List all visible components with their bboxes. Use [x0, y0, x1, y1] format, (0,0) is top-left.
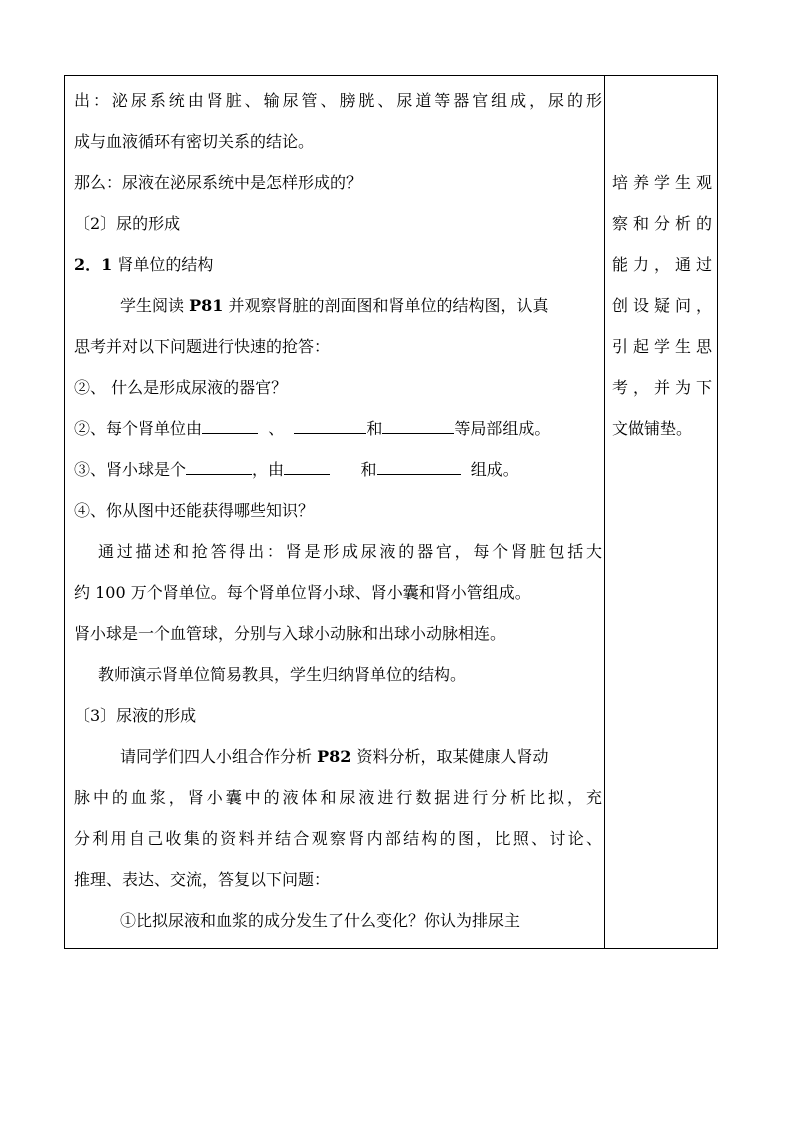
section-heading-2: 〔2〕尿的形成 [74, 214, 181, 233]
question-4: ④、你从图中还能获得哪些知识？ [74, 501, 315, 520]
question-3-text: ③、肾小球是个 [74, 460, 187, 479]
reading-task-line [74, 285, 602, 326]
question-3-and: 和 [360, 460, 377, 479]
group-task-line-2: 脉中的血浆，肾小囊中的液体和尿液进行数据进行分析比拟，充 [74, 788, 602, 807]
intent-line: 文做铺垫。 [612, 419, 693, 438]
question-2-sep: 、 [268, 419, 285, 438]
intent-line: 能力，通过 [612, 255, 712, 274]
blank-field [377, 460, 461, 475]
blank-field [382, 419, 454, 434]
intent-line: 创设疑问， [612, 296, 712, 315]
conclusion-line-2: 成与血液循环有密切关系的结论。 [74, 132, 315, 151]
teaching-process-cell [74, 80, 602, 941]
question-3-end: 组成。 [470, 460, 519, 479]
page-ref: P81 [189, 296, 224, 315]
intent-line: 察和分析的 [612, 214, 712, 233]
question-3-by: ，由 [252, 460, 285, 479]
group-task-line-3: 分利用自己收集的资料并结合观察肾内部结构的图，比照、讨论、 [74, 829, 602, 848]
blank-field [202, 419, 258, 434]
conclusion-line-1: 出：泌尿系统由肾脏、输尿管、膀胱、尿道等器官组成，尿的形 [74, 91, 602, 110]
question-1: ②、 什么是形成尿液的器官？ [74, 378, 288, 397]
reading-task-line-2: 思考并对以下问题进行快速的抢答： [74, 337, 331, 356]
reading-task-text: 学生阅读 [120, 296, 190, 315]
subsection-heading [74, 244, 602, 285]
question-2-text: ②、每个肾单位由 [74, 419, 203, 438]
group-task-line-1 [74, 736, 602, 777]
intent-line: 考，并为下 [612, 378, 712, 397]
intent-line: 引起学生思 [612, 337, 712, 356]
answer-line-2: 约 100 万个肾单位。每个肾单位肾小球、肾小囊和肾小管组成。 [74, 583, 531, 602]
blank-field [294, 419, 366, 434]
design-intent-cell [612, 162, 712, 449]
answer-line-1: 通过描述和抢答得出：肾是形成尿液的器官，每个肾脏包括大 [98, 542, 602, 561]
subsection-number: 2．1 [74, 255, 113, 274]
question-2-end: 等局部组成。 [454, 419, 551, 438]
group-task-text-2: 资料分析，取某健康人肾动 [351, 747, 549, 766]
column-divider [604, 75, 605, 949]
intent-line: 培养学生观 [612, 173, 712, 192]
answer-line-3: 肾小球是一个血管球，分别与入球小动脉和出球小动脉相连。 [74, 624, 507, 643]
section-heading-3: 〔3〕尿液的形成 [74, 706, 197, 725]
group-task-line-4: 推理、表达、交流，答复以下问题： [74, 870, 331, 889]
group-task-text: 请同学们四人小组合作分析 [120, 747, 318, 766]
question-2-and: 和 [366, 419, 383, 438]
question-compare: ①比拟尿液和血浆的成分发生了什么变化？你认为排尿主 [120, 911, 521, 930]
reading-task-text-2: 并观察肾脏的剖面图和肾单位的结构图，认真 [223, 296, 549, 315]
page-ref: P82 [317, 747, 352, 766]
subsection-title: 肾单位的结构 [112, 255, 214, 274]
question-line: 那么：尿液在泌尿系统中是怎样形成的？ [74, 173, 363, 192]
question-2 [74, 408, 602, 449]
teacher-demo-line: 教师演示肾单位简易教具，学生归纳肾单位的结构。 [98, 665, 467, 684]
blank-field [284, 460, 330, 475]
question-3 [74, 449, 602, 490]
blank-field [186, 460, 252, 475]
